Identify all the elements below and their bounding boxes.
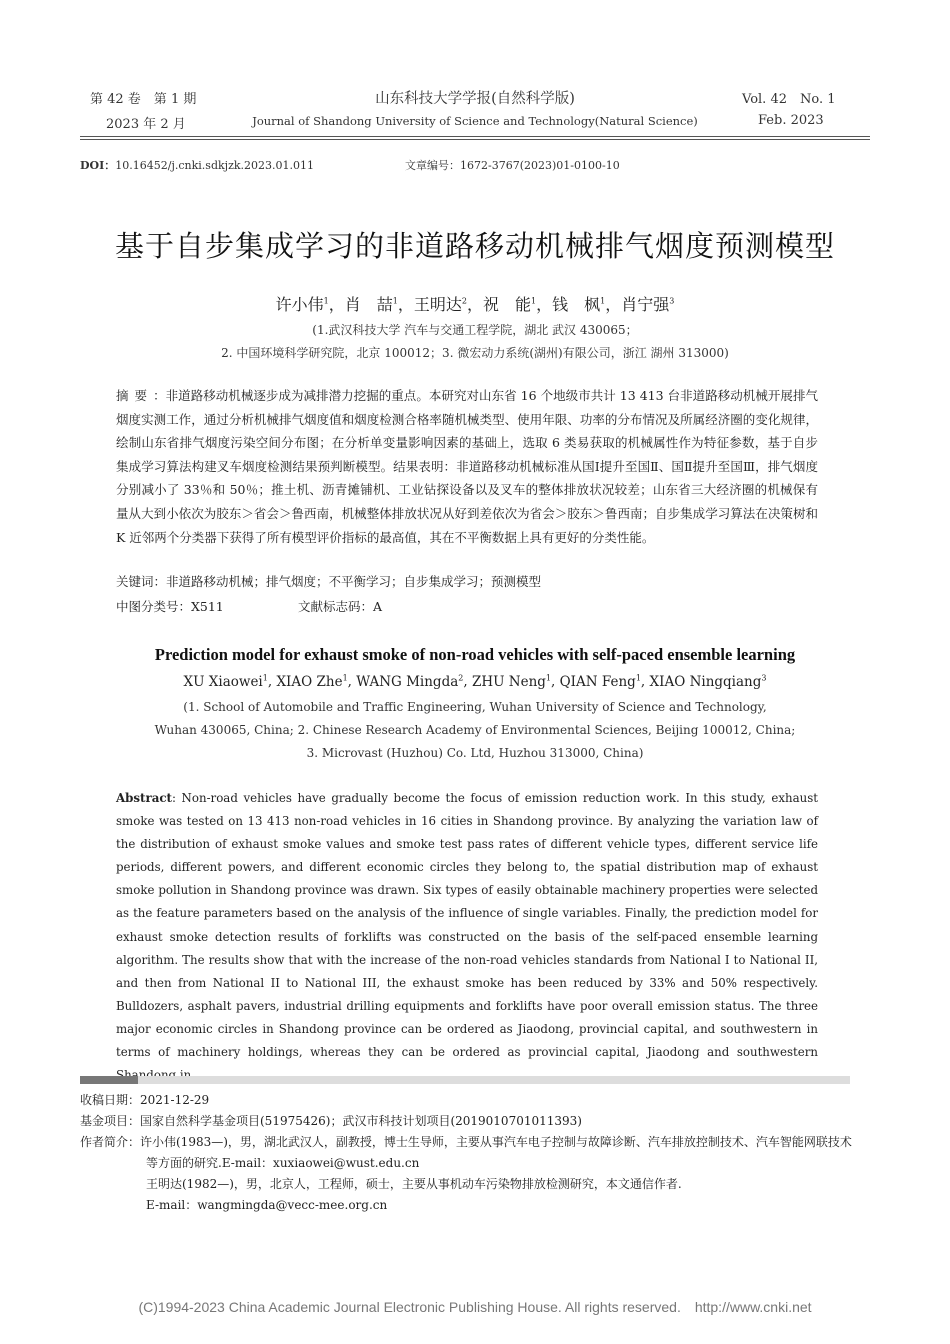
abstract-en-text: : Non-road vehicles have gradually become the focus of emission reduction work. In this study, exhaust smoke was tested on 13 413 non-road vehicles in 16 cities in Shandong province. By analyzing the variation law of the distribution of exhaust smoke values and smoke test pass rates of different vehicle types, different service life periods, different powers, and different economic circles they belong to, the spatial distribution map of exhaust smoke pollution in Shandong province was drawn. Six types of easily obtainable machinery properties were selected as the feature parameters based on the analysis of the influence of single variables. Finally, the prediction model for exhaust smoke detection results of forklifts was constructed on the basis of the self-paced ensemble learning algorithm. The results show that with the increase of the non-road vehicles standards from National I to National II, and then from National II to National III, the exhaust smoke has been reduced by 33% and 50% respectively. Bulldozers, asphalt pavers, industrial drilling equipments and forklifts have poor overall emission status. The three major economic circles in Shandong province can be ordered as Jiaodong, provincial capital, and southwestern in terms of machinery holdings, whereas they can be ordered as provincial capital, Jiaodong and southwestern	[116, 791, 818, 1060]
footnote-bar-dark	[80, 1076, 138, 1084]
footnotes	[80, 1090, 860, 1216]
author-cn: 肖 喆$^1$	[344, 295, 398, 314]
author-cn: 钱 枫$^1$	[552, 295, 606, 314]
journal-title-en: Journal of Shandong University of Science and Technology(Natural Science)	[252, 114, 698, 128]
keywords-cn: 关键词：非道路移动机械；排气烟度；不平衡学习；自步集成学习；预测模型	[116, 574, 542, 589]
affiliation-cn-1: (1.武汉科技大学 汽车与交通工程学院，湖北 武汉 430065；	[312, 323, 638, 337]
author-bio-2-email: E-mail：wangmingda@vecc-mee.org.cn	[146, 1198, 388, 1212]
author-list-en: XU Xiaowei$^1$, XIAO Zhe$^1$, WANG Mingda$^2$, ZHU Neng$^1$, QIAN Feng$^1$, XIAO Ningqiang$^3$	[183, 673, 767, 690]
header-rule-2	[80, 139, 870, 140]
affiliation-en-1: (1. School of Automobile and Traffic Engineering, Wuhan University of Science and Technology,	[183, 700, 767, 714]
author-en: WANG Mingda$^2$	[356, 673, 464, 690]
author-cn: 肖宁强$^3$	[621, 295, 675, 314]
paper-title-cn: 基于自步集成学习的非道路移动机械排气烟度预测模型	[114, 229, 835, 263]
paper-title-en: Prediction model for exhaust smoke of non-road vehicles with self-paced ensemble learning	[154, 645, 796, 664]
journal-title-cn: 山东科技大学学报(自然科学版)	[375, 91, 575, 107]
affiliation-en-2: Wuhan 430065, China; 2. Chinese Research Academy of Environmental Sciences, Beijing 100012, China;	[154, 723, 796, 737]
abstract-cn-label: 摘要	[116, 388, 154, 403]
abstract-en-label: Abstract	[116, 791, 172, 805]
doi-label: DOI：	[80, 159, 116, 172]
author-en: QIAN Feng$^1$	[559, 673, 641, 690]
author-bio-1: 作者简介：许小伟(1983—)，男，湖北武汉人，副教授，博士生导师，主要从事汽车电子控制与故障诊断、汽车排放控制技术、汽车智能网联技术等方面的研究.E-mail：xuxiaowei@wust.edu.cn	[80, 1135, 852, 1170]
date-en: Feb. 2023	[758, 113, 824, 128]
volume-cn: 第 42 卷 第 1 期	[90, 92, 197, 107]
doi-value: 10.16452/j.cnki.sdkjzk.2023.01.011	[115, 159, 315, 172]
fund-info: 基金项目：国家自然科学基金项目(51975426)；武汉市科技计划项目(2019010701011393)	[80, 1114, 582, 1128]
abstract-cn	[116, 384, 818, 549]
article-number: 文章编号：1672-3767(2023)01-0100-10	[405, 159, 620, 172]
classification-cn: 中图分类号：X511	[116, 599, 224, 614]
affiliation-en-3: 3. Microvast (Huzhou) Co. Ltd, Huzhou 313000, China)	[306, 746, 644, 760]
received-date: 收稿日期：2021-12-29	[80, 1093, 210, 1107]
author-en: ZHU Neng$^1$	[471, 673, 552, 690]
abstract-en	[116, 787, 818, 1087]
author-cn: 许小伟$^1$	[275, 295, 329, 314]
author-bio-2: 王明达(1982—)，男，北京人，工程师，硕士，主要从事机动车污染物排放检测研究，本文通信作者.	[146, 1177, 682, 1191]
author-en: XU Xiaowei$^1$	[183, 673, 268, 690]
volume-en: Vol. 42 No. 1	[742, 92, 836, 107]
affiliation-cn-2: 2. 中国环境科学研究院，北京 100012；3. 微宏动力系统(湖州)有限公司，浙江 湖州 313000)	[221, 346, 729, 360]
date-cn: 2023 年 2 月	[106, 117, 186, 132]
author-en: XIAO Zhe$^1$	[276, 673, 348, 690]
author-cn: 祝 能$^1$	[483, 295, 537, 314]
document-code-cn: 文献标志码：A	[298, 599, 383, 614]
footnote-bar-light	[138, 1076, 850, 1084]
abstract-cn-text: ：非道路移动机械逐步成为减排潜力挖掘的重点。本研究对山东省 16 个地级市共计 13 413 台非道路移动机械开展排气烟度实测工作，通过分析机械排气烟度值和烟度检测合格率随机械类型、使用年限、功率的分布情况及所属经济圈的变化规律，绘制山东省排气烟度污染空间分布图；在分析单变量影响因素的基础上，选取 6 类易获取的机械属性作为特征参数，基于自步集成学习算法构建叉车烟度检测结果预判断模型。结果表明：非道路移动机械标准从国Ⅰ提升至国Ⅱ、国Ⅱ提升至国Ⅲ，排气烟度分别减小了 33％和 50％；推土机、沥青摊铺机、工业钻探设备以及叉车的整体排放状况较差；山东省三大经济圈的机械保有量从大到小依次为胶东＞省会＞鲁西南，机械整体排放状况从好到差依次为省会＞胶东＞鲁西南；自步集成学习算法在决策树和 K 近邻两个分类器下获得了所有模型评价指标的最高值，其在不平衡数据上具有更好的分类性能。	[116, 388, 818, 545]
author-en: XIAO Ningqiang$^3$	[649, 673, 767, 690]
author-list-cn: 许小伟$^1$，肖 喆$^1$，王明达$^2$，祝 能$^1$，钱 枫$^1$，肖宁强$^3$	[275, 295, 675, 314]
doi	[80, 157, 314, 173]
copyright-line: (C)1994-2023 China Academic Journal Electronic Publishing House. All rights reserved. http://www.cnki.net	[138, 1299, 812, 1315]
header-rule-1	[80, 136, 870, 137]
author-cn: 王明达$^2$	[413, 295, 467, 314]
